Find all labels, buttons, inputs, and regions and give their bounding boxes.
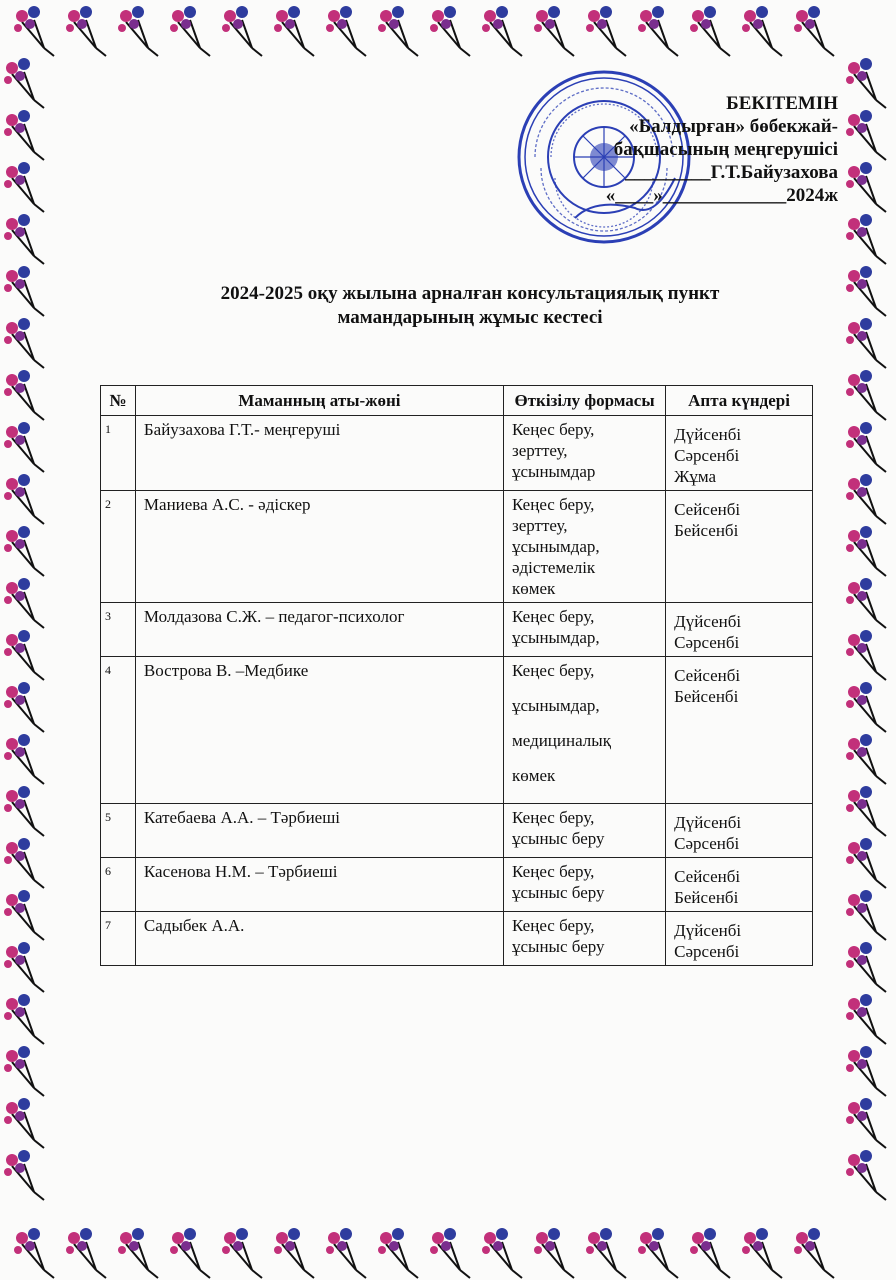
balloon-icon	[846, 214, 886, 264]
consultation-form	[503, 491, 665, 603]
day-line: Жұма	[674, 467, 717, 486]
balloon-icon	[4, 526, 44, 576]
table-row	[101, 858, 813, 912]
header-days: Апта күндері	[666, 386, 813, 416]
balloon-icon	[846, 1046, 886, 1096]
form-line: ұсыныс беру	[511, 829, 605, 848]
form-line: ұсыныс беру	[511, 883, 605, 902]
form-line: Кеңес беру,	[511, 495, 595, 514]
balloon-icon	[846, 734, 886, 784]
specialist-name: Катебаева А.А. – Тәрбиеші	[135, 804, 503, 858]
row-number: 7	[101, 912, 136, 966]
balloon-icon	[846, 110, 886, 160]
balloon-icon	[4, 578, 44, 628]
balloon-icon	[846, 422, 886, 472]
balloon-icon	[482, 6, 522, 56]
balloon-icon	[4, 838, 44, 888]
form-line: Кеңес беру,	[511, 862, 595, 881]
balloon-icon	[586, 6, 626, 56]
balloon-icon	[326, 1228, 366, 1278]
title-line-2: мамандарының жұмыс кестесі	[337, 307, 603, 328]
header-form: Өткізілу формасы	[503, 386, 665, 416]
day-line: Дүйсенбі	[674, 425, 742, 444]
balloon-icon	[846, 994, 886, 1044]
balloon-icon	[794, 1228, 834, 1278]
balloon-icon	[4, 734, 44, 784]
form-line: ұсынымдар	[511, 462, 596, 481]
balloon-icon	[846, 630, 886, 680]
form-line: Кеңес беру,	[511, 808, 595, 827]
consultation-form	[503, 416, 665, 491]
balloon-icon	[794, 6, 834, 56]
balloon-icon	[66, 6, 106, 56]
consultation-form	[503, 804, 665, 858]
specialist-name: Молдазова С.Ж. – педагог-психолог	[135, 603, 503, 657]
document-title	[120, 282, 820, 330]
day-line: Сәрсенбі	[674, 942, 740, 961]
form-line: зерттеу,	[511, 516, 568, 535]
form-line: әдістемелік	[511, 558, 596, 577]
form-line: ұсынымдар,	[511, 696, 600, 715]
form-line: ұсыныс беру	[511, 937, 605, 956]
balloon-icon	[4, 682, 44, 732]
table-row	[101, 657, 813, 804]
form-line: көмек	[511, 579, 556, 598]
balloon-icon	[534, 6, 574, 56]
approval-line-4: «____»_____________2024ж	[605, 185, 838, 206]
consultation-form	[503, 858, 665, 912]
day-line: Сейсенбі	[674, 500, 741, 519]
balloon-icon	[14, 6, 54, 56]
balloon-icon	[4, 630, 44, 680]
balloon-icon	[4, 1098, 44, 1148]
balloon-icon	[4, 474, 44, 524]
balloon-icon	[4, 890, 44, 940]
balloon-icon	[482, 1228, 522, 1278]
form-line: ұсынымдар,	[511, 537, 600, 556]
title-line-1: 2024-2025 оқу жылына арналған консультациялық пункт	[220, 283, 720, 304]
balloon-icon	[222, 1228, 262, 1278]
row-number: 5	[101, 804, 136, 858]
form-line: медициналық	[511, 731, 611, 750]
balloon-icon	[742, 6, 782, 56]
table-row	[101, 912, 813, 966]
day-line: Сәрсенбі	[674, 834, 740, 853]
balloon-icon	[4, 1150, 44, 1200]
day-line: Сейсенбі	[674, 666, 741, 685]
balloon-icon	[846, 786, 886, 836]
table-row	[101, 603, 813, 657]
balloon-icon	[846, 1098, 886, 1148]
balloon-icon	[4, 162, 44, 212]
day-line: Бейсенбі	[674, 687, 739, 706]
balloon-icon	[170, 6, 210, 56]
day-line: Сейсенбі	[674, 867, 741, 886]
balloon-icon	[586, 1228, 626, 1278]
balloon-icon	[14, 1228, 54, 1278]
balloon-icon	[846, 890, 886, 940]
consultation-form	[503, 603, 665, 657]
balloon-icon	[846, 1150, 886, 1200]
balloon-icon	[846, 578, 886, 628]
balloon-icon	[846, 682, 886, 732]
balloon-icon	[846, 474, 886, 524]
balloon-icon	[118, 6, 158, 56]
day-line: Дүйсенбі	[674, 813, 742, 832]
week-days	[666, 603, 813, 657]
balloon-icon	[846, 266, 886, 316]
week-days	[666, 491, 813, 603]
balloon-icon	[846, 838, 886, 888]
balloon-icon	[742, 1228, 782, 1278]
balloon-icon	[4, 422, 44, 472]
specialist-name: Вострова В. –Медбике	[135, 657, 503, 804]
balloon-icon	[430, 1228, 470, 1278]
balloon-icon	[378, 1228, 418, 1278]
form-line: көмек	[511, 766, 556, 785]
table-row	[101, 804, 813, 858]
approval-block	[606, 92, 838, 207]
balloon-icon	[378, 6, 418, 56]
day-line: Дүйсенбі	[674, 612, 742, 631]
balloon-icon	[4, 942, 44, 992]
balloon-icon	[4, 266, 44, 316]
balloon-icon	[846, 318, 886, 368]
row-number: 6	[101, 858, 136, 912]
balloon-icon	[4, 110, 44, 160]
specialist-name: Маниева А.С. - әдіскер	[135, 491, 503, 603]
balloon-icon	[690, 1228, 730, 1278]
week-days	[666, 416, 813, 491]
balloon-icon	[66, 1228, 106, 1278]
week-days	[666, 804, 813, 858]
specialist-name: Байузахова Г.Т.- меңгеруші	[135, 416, 503, 491]
row-number: 4	[101, 657, 136, 804]
balloon-icon	[4, 786, 44, 836]
form-line: Кеңес беру,	[511, 661, 595, 680]
consultation-form	[503, 912, 665, 966]
balloon-icon	[118, 1228, 158, 1278]
balloon-icon	[534, 1228, 574, 1278]
form-line: Кеңес беру,	[511, 420, 595, 439]
week-days	[666, 858, 813, 912]
schedule-table	[100, 385, 813, 966]
table-row	[101, 491, 813, 603]
day-line: Бейсенбі	[674, 888, 739, 907]
day-line: Сәрсенбі	[674, 446, 740, 465]
balloon-icon	[846, 162, 886, 212]
row-number: 3	[101, 603, 136, 657]
form-line: зерттеу,	[511, 441, 568, 460]
header-name: Маманның аты-жөні	[135, 386, 503, 416]
balloon-icon	[846, 526, 886, 576]
balloon-icon	[170, 1228, 210, 1278]
table-header-row	[101, 386, 813, 416]
balloon-icon	[274, 6, 314, 56]
week-days	[666, 912, 813, 966]
balloon-icon	[638, 1228, 678, 1278]
balloon-icon	[274, 1228, 314, 1278]
row-number: 2	[101, 491, 136, 603]
approval-line-3: _________Г.Т.Байузахова	[625, 162, 838, 183]
balloon-icon	[690, 6, 730, 56]
balloon-icon	[4, 370, 44, 420]
balloon-icon	[4, 994, 44, 1044]
balloon-icon	[4, 318, 44, 368]
balloon-icon	[326, 6, 366, 56]
week-days	[666, 657, 813, 804]
day-line: Дүйсенбі	[674, 921, 742, 940]
specialist-name: Касенова Н.М. – Тәрбиеші	[135, 858, 503, 912]
consultation-form	[503, 657, 665, 804]
approval-line-1: «Балдырған» бөбекжай-	[629, 116, 838, 137]
form-line: ұсынымдар,	[511, 628, 600, 647]
balloon-icon	[4, 58, 44, 108]
balloon-icon	[846, 370, 886, 420]
header-number: №	[101, 386, 136, 416]
day-line: Бейсенбі	[674, 521, 739, 540]
balloon-icon	[846, 58, 886, 108]
table-row	[101, 416, 813, 491]
form-line: Кеңес беру,	[511, 607, 595, 626]
balloon-icon	[222, 6, 262, 56]
balloon-icon	[430, 6, 470, 56]
row-number: 1	[101, 416, 136, 491]
form-line: Кеңес беру,	[511, 916, 595, 935]
balloon-icon	[638, 6, 678, 56]
balloon-icon	[846, 942, 886, 992]
day-line: Сәрсенбі	[674, 633, 740, 652]
approval-title: БЕКІТЕМІН	[726, 93, 838, 114]
balloon-icon	[4, 214, 44, 264]
specialist-name: Садыбек А.А.	[135, 912, 503, 966]
balloon-icon	[4, 1046, 44, 1096]
approval-line-2: бақшасының меңгерушісі	[613, 139, 838, 160]
